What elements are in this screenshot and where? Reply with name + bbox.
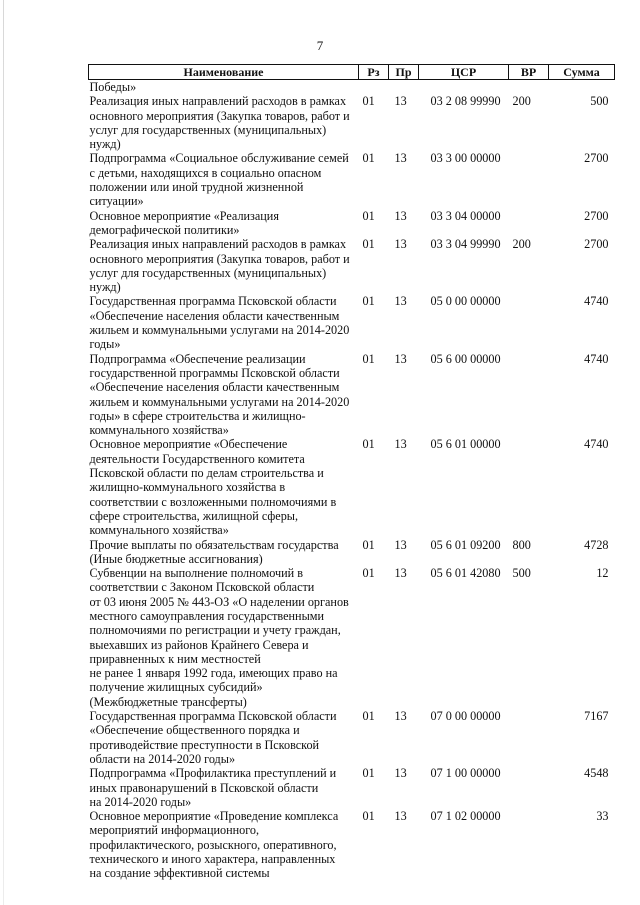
row-vr: 200 [512, 94, 531, 109]
table-row [89, 209, 615, 238]
row-csr: 05 6 01 42080 [430, 566, 501, 581]
row-name-line: «Обеспечение населения области качественным [89, 380, 340, 395]
table-row [89, 294, 615, 351]
row-name-line: области на 2014-2020 годы» [89, 751, 236, 766]
table-row [89, 709, 615, 766]
row-pr: 13 [394, 766, 407, 781]
row-name-line: основного мероприятия (Закупка товаров, работ и [89, 108, 350, 123]
row-sum: 4728 [584, 537, 609, 552]
row-rz: 01 [362, 94, 375, 109]
row-sum: 2700 [584, 237, 609, 252]
row-csr: 03 3 00 00000 [430, 151, 501, 166]
row-pr: 13 [394, 351, 407, 366]
row-name-line: (Межбюджетные трансферты) [89, 694, 247, 709]
row-name-line: «Обеспечение населения области качественным [89, 308, 340, 323]
table-row [89, 538, 615, 567]
row-vr: 500 [512, 566, 531, 581]
row-name-line: государственной программы Псковской области [89, 365, 340, 380]
row-name-line: жильем и коммунальными услугами на 2014-2020 [89, 323, 350, 338]
row-name-line: Государственная программа Псковской области [89, 294, 337, 309]
row-pr [389, 80, 419, 95]
row-csr: 07 0 00 00000 [430, 709, 501, 724]
row-pr: 13 [394, 208, 407, 223]
row-pr: 13 [394, 237, 407, 252]
row-name-line: Реализация иных направлений расходов в рамках [89, 94, 347, 109]
row-vr [509, 80, 549, 95]
row-pr: 13 [394, 294, 407, 309]
row-csr: 07 1 02 00000 [430, 809, 501, 824]
row-name-line: полномочиями по регистрации и учету граждан, [89, 623, 341, 638]
row-name [89, 538, 359, 567]
row-name-line: мероприятий информационного, [89, 823, 260, 838]
row-pr: 13 [394, 537, 407, 552]
row-rz [359, 80, 389, 95]
table-row [89, 352, 615, 438]
row-rz: 01 [362, 351, 375, 366]
row-csr: 05 6 01 09200 [430, 537, 501, 552]
row-name-line: Основное мероприятие «Обеспечение [89, 437, 288, 452]
row-name-line: (Иные бюджетные ассигнования) [89, 551, 263, 566]
row-name [89, 809, 359, 880]
header-row [89, 65, 615, 80]
row-sum: 7167 [584, 709, 609, 724]
row-name-line: нужд) [89, 280, 121, 295]
row-rz: 01 [362, 537, 375, 552]
header-sum: Сумма [549, 65, 615, 80]
row-name-line: Псковской области по делам строительства и [89, 466, 324, 481]
row-rz: 01 [362, 437, 375, 452]
row-sum: 4740 [584, 294, 609, 309]
row-sum: 12 [596, 566, 609, 581]
row-vr [509, 809, 549, 880]
row-sum: 33 [596, 809, 609, 824]
row-name-line: жилищно-коммунального хозяйства в [89, 480, 286, 495]
budget-table [88, 64, 615, 881]
row-csr: 07 1 00 00000 [430, 766, 501, 781]
row-name-line: от 03 июня 2005 № 443-ОЗ «О наделении органов [89, 594, 349, 609]
row-name-line: с детьми, находящихся в социально опасном [89, 165, 322, 180]
row-name-line: Подпрограмма «Обеспечение реализации [89, 351, 306, 366]
row-pr: 13 [394, 94, 407, 109]
row-name-line: соответствии с возложенными полномочиями в [89, 494, 337, 509]
row-name [89, 566, 359, 709]
row-csr: 03 2 08 99990 [430, 94, 501, 109]
row-name-line: Реализация иных направлений расходов в рамках [89, 237, 347, 252]
row-name-line: основного мероприятия (Закупка товаров, работ и [89, 251, 350, 266]
page-number: 7 [316, 38, 324, 53]
header-vr: ВР [509, 65, 549, 80]
row-name-line: выехавших из районов Крайнего Севера и [89, 637, 309, 652]
row-name-line: технического и иного характера, направленных [89, 852, 336, 867]
row-name-line: иных правонарушений в Псковской области [89, 780, 319, 795]
row-name-line: демографической политики» [89, 222, 240, 237]
row-pr: 13 [394, 151, 407, 166]
table-row [89, 809, 615, 880]
row-name-line: профилактического, розыскного, оперативного, [89, 837, 337, 852]
row-name-line: положении или иной трудной жизненной [89, 180, 304, 195]
table-row [89, 437, 615, 537]
row-name-line: на создание эффективной системы [89, 866, 270, 881]
row-name-line: нужд) [89, 137, 121, 152]
row-name [89, 766, 359, 809]
table-row [89, 80, 615, 95]
row-vr [509, 352, 549, 438]
row-name-line: коммунального хозяйства» [89, 523, 229, 538]
row-name-line: услуг для государственных (муниципальных) [89, 265, 327, 280]
header-name: Наименование [89, 65, 359, 80]
row-name-line: Подпрограмма «Социальное обслуживание семей [89, 151, 349, 166]
row-name-line: «Обеспечение общественного порядка и [89, 723, 300, 738]
table-row [89, 766, 615, 809]
row-csr [419, 80, 509, 95]
row-rz: 01 [362, 208, 375, 223]
row-name-line: жильем и коммунальными услугами на 2014-2020 [89, 394, 350, 409]
header-rz: Рз [359, 65, 389, 80]
row-name-line: годы» в сфере строительства и жилищно- [89, 408, 306, 423]
row-rz: 01 [362, 766, 375, 781]
row-name [89, 709, 359, 766]
row-name [89, 80, 359, 95]
table-row [89, 94, 615, 151]
row-csr: 05 6 00 00000 [430, 351, 501, 366]
row-name-line: Государственная программа Псковской области [89, 709, 337, 724]
row-vr [509, 709, 549, 766]
row-csr: 05 6 01 00000 [430, 437, 501, 452]
row-name-line: услуг для государственных (муниципальных) [89, 122, 327, 137]
table-row [89, 237, 615, 294]
row-name [89, 352, 359, 438]
row-name-line: на 2014-2020 годы» [89, 794, 192, 809]
row-name-line: ситуации» [89, 194, 144, 209]
row-rz: 01 [362, 294, 375, 309]
row-name [89, 237, 359, 294]
row-vr [509, 437, 549, 537]
row-sum: 4740 [584, 437, 609, 452]
row-rz: 01 [362, 709, 375, 724]
row-name-line: получение жилищных субсидий» [89, 680, 263, 695]
row-name [89, 94, 359, 151]
row-csr: 05 0 00 00000 [430, 294, 501, 309]
row-name-line: не ранее 1 января 1992 года, имеющих право на [89, 666, 338, 681]
row-name [89, 151, 359, 208]
row-sum: 2700 [584, 208, 609, 223]
row-name-line: коммунального хозяйства» [89, 423, 229, 438]
table-row [89, 566, 615, 709]
row-pr: 13 [394, 709, 407, 724]
row-name-line: сфере строительства, жилищной сферы, [89, 508, 299, 523]
row-rz: 01 [362, 566, 375, 581]
row-vr [509, 151, 549, 208]
row-rz: 01 [362, 237, 375, 252]
row-pr: 13 [394, 437, 407, 452]
row-vr [509, 209, 549, 238]
row-name-line: местного самоуправления государственными [89, 608, 324, 623]
row-sum: 500 [590, 94, 609, 109]
header-pr: Пр [389, 65, 419, 80]
row-vr [509, 294, 549, 351]
row-name-line: Основное мероприятие «Проведение комплекса [89, 809, 339, 824]
row-name-line: деятельности Государственного комитета [89, 451, 305, 466]
row-name [89, 294, 359, 351]
row-rz: 01 [362, 151, 375, 166]
row-name-line: годы» [89, 337, 121, 352]
row-name-line: Победы» [89, 80, 137, 94]
table-row [89, 151, 615, 208]
row-pr: 13 [394, 809, 407, 824]
scan-edge-mark [3, 0, 4, 905]
table-header [89, 65, 615, 80]
row-name-line: соответствии с Законом Псковской области [89, 580, 315, 595]
row-name-line: Основное мероприятие «Реализация [89, 208, 279, 223]
row-vr: 200 [512, 237, 531, 252]
row-sum: 4548 [584, 766, 609, 781]
row-sum: 2700 [584, 151, 609, 166]
row-name-line: противодействие преступности в Псковской [89, 737, 320, 752]
header-csr: ЦСР [419, 65, 509, 80]
row-name [89, 209, 359, 238]
row-vr: 800 [512, 537, 531, 552]
row-pr: 13 [394, 566, 407, 581]
row-sum: 4740 [584, 351, 609, 366]
row-sum [549, 80, 615, 95]
row-name-line: Подпрограмма «Профилактика преступлений и [89, 766, 337, 781]
row-csr: 03 3 04 00000 [430, 208, 501, 223]
row-name-line: приравненных к ним местностей [89, 651, 261, 666]
row-name-line: Субвенции на выполнение полномочий в [89, 566, 303, 581]
table-body [89, 80, 615, 881]
row-name-line: Прочие выплаты по обязательствам государства [89, 537, 339, 552]
row-name [89, 437, 359, 537]
row-rz: 01 [362, 809, 375, 824]
row-vr [509, 766, 549, 809]
row-csr: 03 3 04 99990 [430, 237, 501, 252]
